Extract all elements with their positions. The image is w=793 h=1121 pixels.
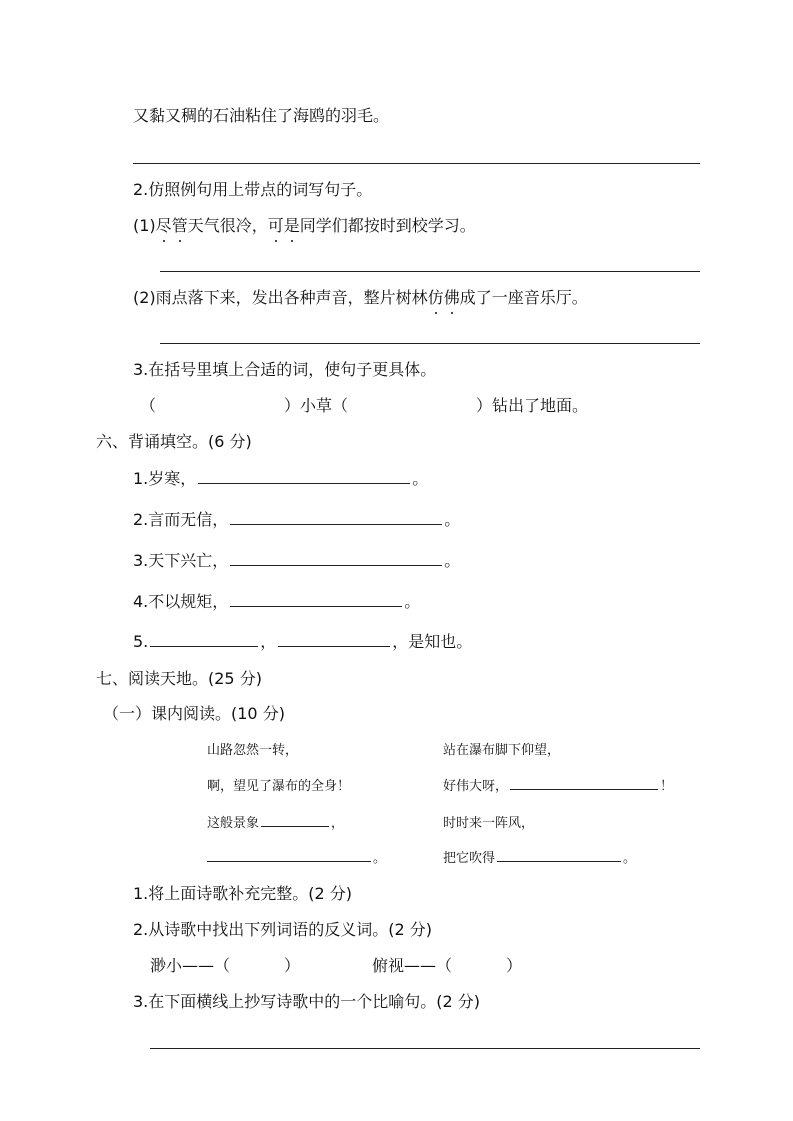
dotted-char: 可 (267, 216, 284, 235)
poem-line: 啊，望见了瀑布的全身！ (207, 779, 351, 794)
poem-text: 把它吹得 (443, 851, 496, 866)
fill-blank[interactable] (230, 592, 402, 607)
fill-blank[interactable] (150, 632, 258, 647)
reading-question-2: 2.从诗歌中找出下列词语的反义词。(2 分) (133, 920, 433, 939)
poem-text: 这般景象 (207, 816, 260, 831)
answer-line[interactable] (133, 163, 700, 164)
item-punct: 。 (404, 592, 421, 611)
sentence-text: 同学们都按时到校学习。 (299, 216, 476, 235)
poem-punct: 。 (623, 851, 637, 866)
question-2-sentence-1 (133, 216, 476, 236)
subsection-heading: （一）课内阅读。(10 分) (103, 704, 285, 723)
poem-punct: ， (331, 816, 345, 831)
reading-question-3: 3.在下面横线上抄写诗歌中的一个比喻句。(2 分) (133, 992, 481, 1011)
reading-question-1: 1.将上面诗歌补充完整。(2 分) (133, 884, 353, 903)
dotted-char: 管 (171, 216, 188, 235)
fill-blank[interactable] (198, 469, 410, 484)
recite-item-5 (133, 632, 472, 652)
fill-blank[interactable] (510, 777, 658, 790)
dotted-char: 尽 (155, 216, 172, 235)
close-paren: ） (506, 956, 523, 975)
item-text: 5. (133, 632, 149, 651)
poem-line (443, 777, 673, 797)
recite-item-3 (133, 551, 460, 571)
sentence-text: 天气很冷， (187, 216, 268, 235)
section-7-heading: 七、阅读天地。(25 分) (96, 669, 262, 688)
antonym-word: 渺小——（ (150, 956, 231, 975)
fill-blank[interactable] (230, 510, 442, 525)
recite-item-1 (133, 469, 428, 489)
sentence-text: 成了一座音乐厅。 (459, 288, 588, 307)
answer-line[interactable] (150, 1048, 700, 1049)
question-2-sentence-2 (133, 288, 588, 308)
antonym-item (150, 956, 300, 976)
antonym-word: 俯视——（ (372, 956, 453, 975)
item-text: 2.言而无信， (133, 510, 229, 529)
question-3-title: 3.在括号里填上合适的词，使句子更具体。 (133, 360, 437, 379)
poem-text: 好伟大呀， (443, 779, 509, 794)
sentence-text: (2)雨点落下来，发出各种声音，整片树林 (133, 288, 428, 307)
answer-line[interactable] (160, 343, 700, 344)
poem-punct: 。 (373, 851, 387, 866)
fill-blank[interactable] (497, 849, 621, 862)
dotted-char: 仿 (427, 288, 444, 307)
poem-line: 站在瀑布脚下仰望， (443, 743, 561, 758)
item-text: ，是知也。 (392, 632, 473, 651)
poem-line (207, 849, 386, 869)
section-6-heading: 六、背诵填空。(6 分) (96, 432, 252, 451)
fill-blank[interactable] (207, 849, 371, 862)
poem-line: 时时来一阵风， (443, 816, 535, 831)
fill-blank[interactable] (278, 632, 390, 647)
recite-item-4 (133, 592, 420, 612)
open-paren: （ (140, 396, 157, 415)
poem-punct: ！ (660, 779, 674, 794)
item-number: (1) (133, 216, 156, 235)
item-text: 1.岁寒， (133, 469, 197, 488)
poem-line (207, 814, 344, 834)
sentence-text: ）钻出了地面。 (476, 396, 589, 415)
antonym-item (372, 956, 522, 976)
poem-line (443, 849, 636, 869)
dotted-char: 佛 (443, 288, 460, 307)
answer-line[interactable] (160, 271, 700, 272)
item-punct: ， (260, 632, 277, 651)
dotted-char: 是 (283, 216, 300, 235)
fill-blank[interactable] (230, 551, 442, 566)
fill-blank[interactable] (261, 814, 329, 827)
close-paren: ） (284, 956, 301, 975)
item-text: 3.天下兴亡， (133, 551, 229, 570)
recite-item-2 (133, 510, 460, 530)
poem-line: 山路忽然一转， (207, 743, 299, 758)
item-punct: 。 (444, 551, 461, 570)
example-sentence: 又黏又稠的石油粘住了海鸥的羽毛。 (133, 106, 390, 125)
question-2-title: 2.仿照例句用上带点的词写句子。 (133, 180, 373, 199)
sentence-text: ）小草（ (284, 396, 349, 415)
item-punct: 。 (444, 510, 461, 529)
item-text: 4.不以规矩， (133, 592, 229, 611)
question-3-sentence (140, 396, 588, 416)
item-punct: 。 (412, 469, 429, 488)
